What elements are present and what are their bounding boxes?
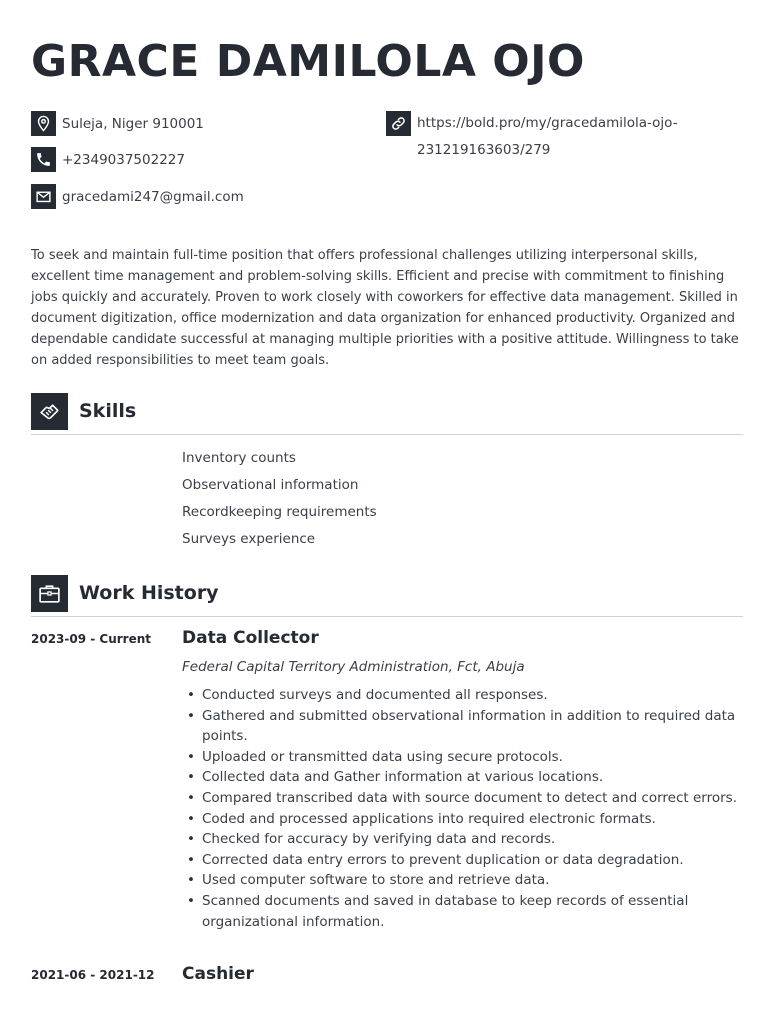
list-item: • Coded and processed applications into required electronic formats. <box>186 809 742 830</box>
list-item: • Checked for accuracy by verifying data and records. <box>186 829 742 850</box>
contact-address <box>31 111 204 136</box>
list-item: • Corrected data entry errors to prevent duplication or data degradation. <box>186 850 742 871</box>
contact-phone <box>31 147 185 172</box>
skill-item: Surveys experience <box>182 531 316 547</box>
work-history-section-header <box>31 575 743 617</box>
list-item: • Uploaded or transmitted data using secure protocols. <box>186 747 742 768</box>
job-duties-list <box>186 685 742 932</box>
contact-url <box>386 111 678 164</box>
list-item: • Conducted surveys and documented all responses. <box>186 685 742 706</box>
list-item: • Gathered and submitted observational information in addition to required data points. <box>186 706 742 747</box>
phone-icon <box>31 147 56 172</box>
candidate-name: GRACE DAMILOLA OJO <box>31 36 585 87</box>
email-text[interactable]: gracedami247@gmail.com <box>62 188 244 205</box>
job-title: Cashier <box>182 964 254 984</box>
job-company: Federal Capital Territory Administration, Fct, Abuja <box>182 659 525 675</box>
address-text: Suleja, Niger 910001 <box>62 115 204 132</box>
contact-email <box>31 184 244 209</box>
link-icon <box>386 111 411 136</box>
skill-item: Observational information <box>182 477 359 493</box>
job-title: Data Collector <box>182 628 319 648</box>
list-item: • Used computer software to store and retrieve data. <box>186 870 742 891</box>
briefcase-icon <box>31 575 68 612</box>
list-item: • Scanned documents and saved in database to keep records of essential organizational information. <box>186 891 742 932</box>
skills-title: Skills <box>79 400 137 422</box>
professional-summary: To seek and maintain full-time position that offers professional challenges utilizing interpersonal skills, excellent time management and problem-solving skills. Efficient and precise with commitment to finishing jobs quickly and accurately. Proven to work closely with coworkers for effective data management. Skilled in document digitization, office modernization and data organization for enhanced productivity. Organized and dependable candidate successful at managing multiple priorities with a positive attitude. Willingness to take on added responsibilities to meet team goals. <box>31 248 739 368</box>
url-line-2[interactable]: 231219163603/279 <box>417 142 551 158</box>
url-line-1[interactable]: https://bold.pro/my/gracedamilola-ojo- <box>417 115 678 131</box>
handshake-icon <box>31 393 68 430</box>
location-pin-icon <box>31 111 56 136</box>
skills-section-header <box>31 393 743 435</box>
email-icon <box>31 184 56 209</box>
list-item: • Compared transcribed data with source document to detect and correct errors. <box>186 788 742 809</box>
skill-item: Inventory counts <box>182 450 296 466</box>
work-history-title: Work History <box>79 582 219 604</box>
job-dates: 2023-09 - Current <box>31 632 152 646</box>
skill-item: Recordkeeping requirements <box>182 504 377 520</box>
job-dates: 2021-06 - 2021-12 <box>31 968 155 982</box>
phone-text: +2349037502227 <box>62 151 185 168</box>
list-item: • Collected data and Gather information at various locations. <box>186 767 742 788</box>
